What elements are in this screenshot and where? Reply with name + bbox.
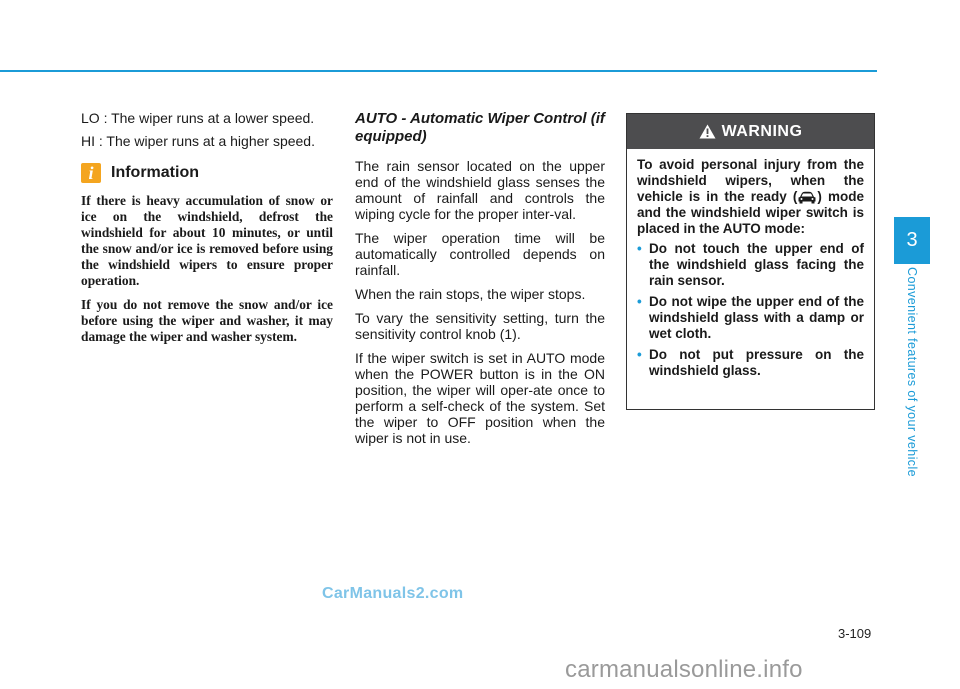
warning-title: WARNING (721, 122, 803, 140)
watermark-bottom: carmanualsonline.info (565, 656, 803, 683)
body-paragraph: The wiper operation time will be automatically controlled depends on rainfall. (355, 230, 605, 278)
auto-wiper-heading: AUTO - Automatic Wiper Control (if equipped) (355, 110, 605, 145)
warning-bullet-text: Do not wipe the upper end of the windshield glass with a damp or wet cloth. (649, 294, 864, 341)
warning-box (626, 113, 875, 410)
body-paragraph: To vary the sensitivity setting, turn the sensitivity control knob (1). (355, 310, 605, 342)
watermark-top: CarManuals2.com (322, 585, 464, 602)
hi-description: HI : The wiper runs at a higher speed. (81, 133, 315, 149)
left-column (81, 110, 333, 353)
body-paragraph: The rain sensor located on the upper end of the windshield glass senses the amount of rainfall and controls the wiping cycle for the proper inter-val. (355, 158, 605, 222)
chapter-title: Convenient features of your vehicle (905, 267, 919, 477)
car-ready-icon (797, 191, 817, 204)
chapter-tab: 3 (894, 217, 930, 264)
top-rule (0, 70, 877, 72)
bullet-icon: • (637, 294, 642, 309)
warning-body (627, 149, 874, 379)
list-item (637, 241, 864, 289)
info-paragraph: If there is heavy accumulation of snow or ice on the windshield, defrost the windshield for about 10 minutes, or until the snow and/or ice is removed before using the windshield wipers to ensure proper operation. (81, 193, 333, 288)
info-icon: i (81, 163, 101, 183)
information-header (81, 163, 333, 183)
warning-header (627, 114, 874, 149)
bullet-icon: • (637, 347, 642, 362)
warning-bullet-text: Do not touch the upper end of the windshield glass facing the rain sensor. (649, 241, 864, 288)
information-title: Information (111, 164, 199, 181)
info-paragraph: If you do not remove the snow and/or ice before using the wiper and washer, it may damage the wiper and washer system. (81, 297, 333, 344)
warning-column (626, 113, 877, 410)
list-item (637, 347, 864, 379)
warning-list (637, 241, 864, 379)
body-paragraph: When the rain stops, the wiper stops. (355, 286, 586, 302)
page-number: 3-109 (838, 626, 872, 641)
warning-intro-start: To avoid personal injury from the windshield wipers, when the vehicle is in the ready ( (637, 157, 864, 204)
warning-intro-end: ) mode and the windshield wiper switch is placed in the AUTO mode: (637, 189, 864, 236)
bullet-icon: • (637, 241, 642, 256)
warning-intro (637, 157, 864, 237)
list-item (637, 294, 864, 342)
warning-triangle-icon (699, 124, 716, 139)
body-paragraph: If the wiper switch is set in AUTO mode when the POWER button is in the ON position, the wiper will oper-ate once to perform a self-check of the system. Set the wiper to OFF position when the wiper is not in use. (355, 350, 605, 446)
warning-bullet-text: Do not put pressure on the windshield glass. (649, 347, 864, 378)
lo-description: LO : The wiper runs at a lower speed. (81, 110, 315, 126)
middle-column (355, 110, 605, 454)
